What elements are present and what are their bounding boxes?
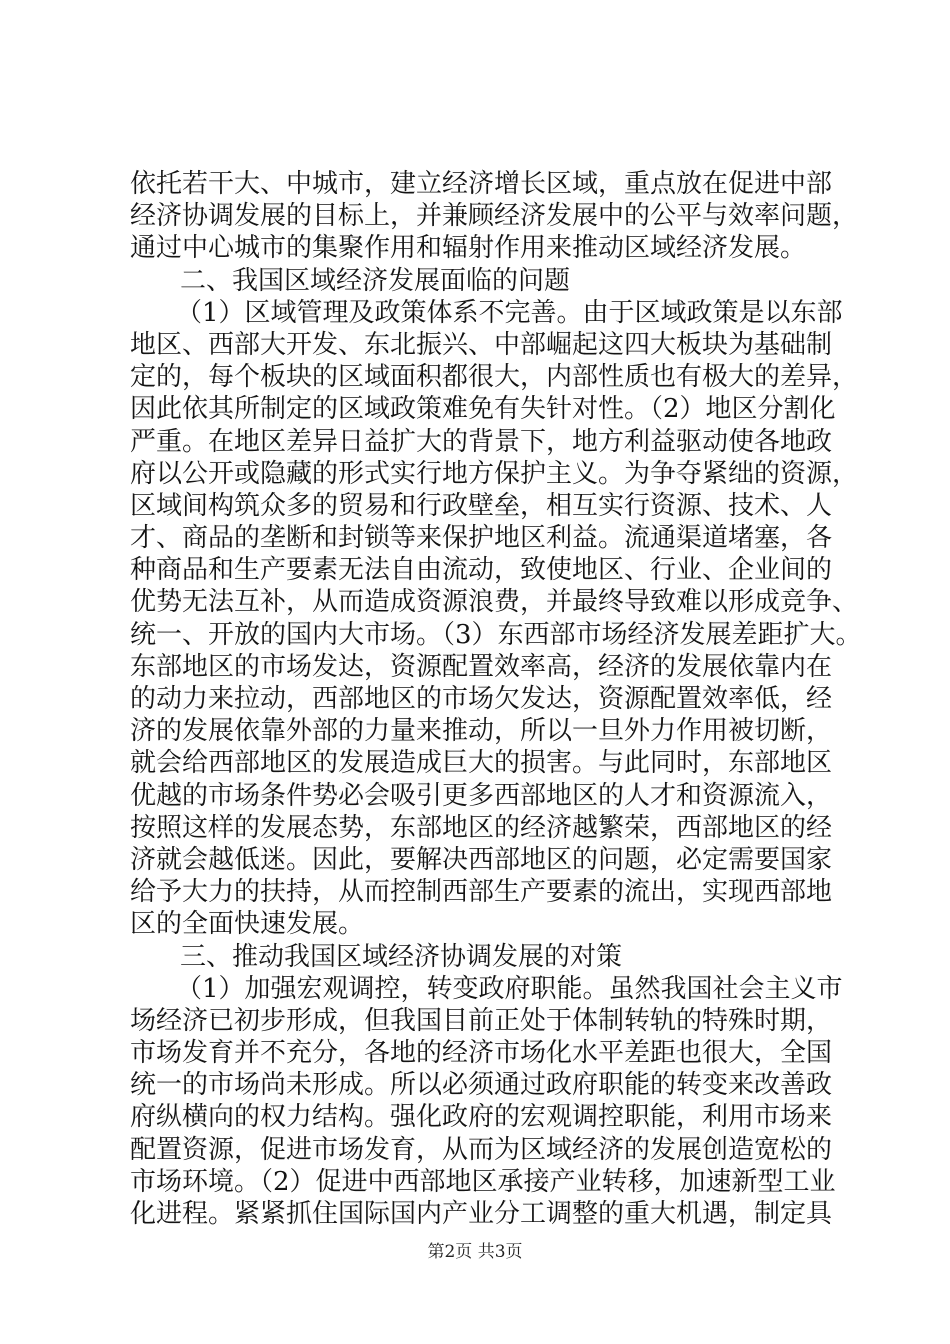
paragraph-line: 化进程。紧紧抓住国际国内产业分工调整的重大机遇，制定具 (130, 1199, 833, 1229)
paragraph-line: 区的全面快速发展。 (130, 909, 365, 940)
paragraph-line: 区域间构筑众多的贸易和行政壁垒，相互实行资源、技术、人 (130, 490, 833, 521)
paragraph-line: （1）区域管理及政策体系不完善。由于区域政策是以东部 (176, 297, 843, 328)
paragraph-line: 府纵横向的权力结构。强化政府的宏观调控职能，利用市场来 (130, 1102, 833, 1133)
paragraph-line: 的动力来拉动，西部地区的市场欠发达，资源配置效率低，经 (130, 684, 833, 714)
paragraph-line: 优越的市场条件势必会吸引更多西部地区的人才和资源流入， (130, 780, 833, 811)
paragraph-line: 济的发展依靠外部的力量来推动，所以一旦外力作用被切断， (130, 716, 833, 747)
paragraph-line: 优势无法互补，从而造成资源浪费，并最终导致难以形成竞争、 (130, 587, 859, 618)
paragraph-line: 种商品和生产要素无法自由流动，致使地区、行业、企业间的 (130, 555, 833, 586)
section-heading: 二、我国区域经济发展面临的问题 (180, 265, 571, 296)
paragraph-line: 因此依其所制定的区域政策难免有失针对性。（2）地区分割化 (130, 394, 836, 425)
paragraph-line: 市场发育并不充分，各地的经济市场化水平差距也很大，全国 (130, 1038, 833, 1069)
paragraph-line: 统一的市场尚未形成。所以必须通过政府职能的转变来改善政 (130, 1070, 833, 1101)
paragraph-line: 地区、西部大开发、东北振兴、中部崛起这四大板块为基础制 (130, 329, 833, 360)
paragraph-line: 统一、开放的国内大市场。（3）东西部市场经济发展差距扩大。 (130, 619, 862, 650)
paragraph-line: （1）加强宏观调控，转变政府职能。虽然我国社会主义市 (176, 973, 843, 1004)
paragraph-line: 通过中心城市的集聚作用和辐射作用来推动区域经济发展。 (130, 233, 807, 264)
paragraph-line: 严重。在地区差异日益扩大的背景下，地方利益驱动使各地政 (130, 426, 833, 457)
paragraph-line: 济就会越低迷。因此，要解决西部地区的问题，必定需要国家 (130, 844, 833, 875)
paragraph-line: 才、商品的垄断和封锁等来保护地区利益。流通渠道堵塞，各 (130, 523, 833, 554)
paragraph-line: 经济协调发展的目标上，并兼顾经济发展中的公平与效率问题， (130, 201, 859, 232)
paragraph-line: 给予大力的扶持，从而控制西部生产要素的流出，实现西部地 (130, 877, 833, 908)
paragraph-line: 东部地区的市场发达，资源配置效率高，经济的发展依靠内在 (130, 651, 833, 682)
paragraph-line: 按照这样的发展态势，东部地区的经济越繁荣，西部地区的经 (130, 812, 833, 843)
paragraph-line: 配置资源，促进市场发育，从而为区域经济的发展创造宽松的 (130, 1134, 833, 1165)
paragraph-line: 府以公开或隐藏的形式实行地方保护主义。为争夺紧绌的资源， (130, 458, 859, 489)
paragraph-line: 就会给西部地区的发展造成巨大的损害。与此同时，东部地区 (130, 748, 833, 779)
paragraph-line: 市场环境。（2）促进中西部地区承接产业转移，加速新型工业 (130, 1166, 836, 1197)
paragraph-line: 依托若干大、中城市，建立经济增长区域，重点放在促进中部 (130, 169, 833, 199)
paragraph-line: 场经济已初步形成，但我国目前正处于体制转轨的特殊时期， (130, 1005, 833, 1036)
page-footer: 第2页 共3页 (427, 1242, 523, 1262)
paragraph-line: 定的，每个板块的区域面积都很大，内部性质也有极大的差异， (130, 362, 859, 393)
section-heading: 三、推动我国区域经济协调发展的对策 (180, 941, 623, 972)
document-body (130, 168, 862, 1230)
